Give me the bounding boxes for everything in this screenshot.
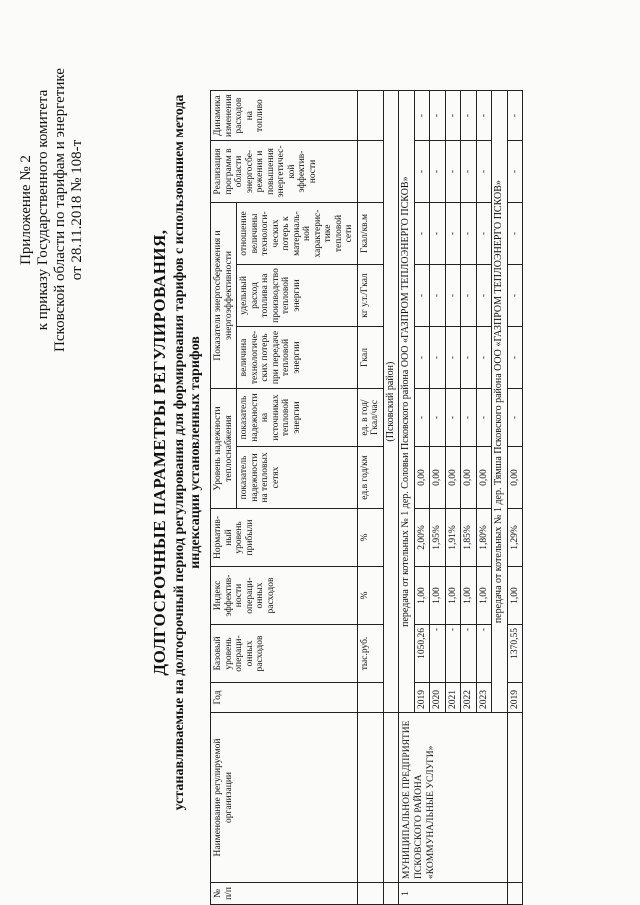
table-cell: -: [430, 389, 446, 447]
table-cell: -: [476, 625, 492, 683]
table-cell: 2019: [414, 683, 430, 713]
section-1-label: передача от котельных № 1 дер. Соловьи Псковского района ООО «ГАЗПРОМ ТЕПЛОЭНЕРГО ПСКОВ»: [399, 91, 415, 713]
table-cell: 1,00: [430, 567, 446, 625]
unit-ratio: Гкал/кв.м: [357, 203, 383, 265]
table-cell: 1,00: [414, 567, 430, 625]
table-cell: -: [476, 389, 492, 447]
row-number: 1: [399, 883, 508, 905]
table-cell: 0,00: [414, 447, 430, 509]
table-cell: 2019: [507, 683, 523, 713]
table-cell: 2022: [461, 683, 477, 713]
table-cell: 1,95%: [430, 509, 446, 567]
table-cell: -: [476, 203, 492, 265]
unit-index: %: [357, 567, 383, 625]
col-loss: величина технологиче-ских потерь при передаче тепловой энергии: [237, 327, 358, 389]
table-cell: 1,00: [476, 567, 492, 625]
table-cell: -: [414, 327, 430, 389]
table-cell: 1,91%: [445, 509, 461, 567]
unit-loss: Гкал: [357, 327, 383, 389]
col-rel-sources: показатель надежности на источниках тепловой энергии: [237, 389, 358, 447]
parameters-table: [210, 90, 523, 905]
table-cell: -: [476, 265, 492, 327]
table-cell: 0,00: [461, 447, 477, 509]
table-cell: -: [445, 91, 461, 141]
doc-title: ДОЛГОСРОЧНЫЕ ПАРАМЕТРЫ РЕГУЛИРОВАНИЯ,: [150, 229, 169, 676]
doc-subtitle-1: устанавливаемые на долгосрочный период регулирования для формирования тарифов с использованием метода: [172, 94, 187, 811]
table-cell: -: [461, 203, 477, 265]
table-cell: -: [414, 265, 430, 327]
section-row-1: [399, 91, 415, 905]
col-org: Наименование регулируемой организации: [211, 713, 358, 883]
unit-fuel: кг у.т./Гкал: [357, 265, 383, 327]
table-cell: 2020: [430, 683, 446, 713]
table-cell: 1,00: [507, 567, 523, 625]
header-row-1: [211, 91, 237, 905]
col-year: Год: [211, 683, 358, 713]
table-cell: -: [445, 625, 461, 683]
table-cell: 0,00: [430, 447, 446, 509]
table-cell: -: [507, 389, 523, 447]
table-cell: -: [461, 265, 477, 327]
appendix-line-3: от 28.11.2018 № 108-т: [69, 139, 85, 281]
table-cell: 1,29%: [507, 509, 523, 567]
table-cell: -: [414, 389, 430, 447]
table-cell: -: [507, 91, 523, 141]
unit-base: тыс.руб.: [357, 625, 383, 683]
section-2-label: передача от котельных № 1 дер. Тямша Псковского района ООО «ГАЗПРОМ ТЕПЛОЭНЕРГО ПСКОВ»: [492, 91, 508, 713]
table-cell: -: [430, 265, 446, 327]
col-dynamics: Динамика изменения расходов на топливо: [211, 91, 358, 141]
unit-norm: %: [357, 509, 383, 567]
table-cell: -: [445, 389, 461, 447]
col-index: Индекс эффектив-ности операци-онных расходов: [211, 567, 358, 625]
table-cell: -: [430, 141, 446, 203]
table-cell: -: [445, 141, 461, 203]
table-cell: 0,00: [507, 447, 523, 509]
table-cell: 1050,26: [414, 625, 430, 683]
col-fuel: удельный расход топлива на производство тепловой энергии: [237, 265, 358, 327]
table-cell: -: [445, 203, 461, 265]
table-cell: -: [414, 91, 430, 141]
col-norm: Норматив-ный уровень прибыли: [211, 509, 358, 567]
table-cell: -: [461, 327, 477, 389]
table-cell: -: [430, 327, 446, 389]
table-cell: -: [476, 91, 492, 141]
table-cell: 2021: [445, 683, 461, 713]
table-cell: -: [476, 141, 492, 203]
table-cell: -: [430, 91, 446, 141]
table-cell: -: [430, 203, 446, 265]
appendix-line-1: к приказу Государственного комитета: [35, 89, 51, 331]
organization-name: МУНИЦИПАЛЬНОЕ ПРЕДПРИЯТИЕ ПСКОВСКОГО РАЙОНА «КОММУНАЛЬНЫЕ УСЛУГИ»: [399, 713, 508, 883]
col-rel-networks: показатель надежности на тепловых сетях: [237, 447, 358, 509]
table-cell: -: [461, 389, 477, 447]
table-cell: 2,00%: [414, 509, 430, 567]
table-cell: -: [476, 327, 492, 389]
table-cell: 1370,55: [507, 625, 523, 683]
appendix-header: [18, 40, 86, 380]
table-cell: 1,85%: [461, 509, 477, 567]
table-cell: -: [507, 265, 523, 327]
table-cell: 1,80%: [476, 509, 492, 567]
table-cell: -: [414, 141, 430, 203]
table-cell: 1,00: [461, 567, 477, 625]
col-ratio: отношение величины технологи-ческих потерь к материаль-ной характерис-тике тепловой сети: [237, 203, 358, 265]
table-cell: -: [461, 141, 477, 203]
table-cell: 1,00: [445, 567, 461, 625]
table-cell: 0,00: [445, 447, 461, 509]
table-cell: 0,00: [476, 447, 492, 509]
unit-rel-networks: ед.в год/км: [357, 447, 383, 509]
table-cell: 2023: [476, 683, 492, 713]
table-cell: -: [445, 327, 461, 389]
units-row: [357, 91, 383, 905]
table-cell: -: [461, 625, 477, 683]
table-cell: -: [430, 625, 446, 683]
table-row: [507, 91, 523, 905]
col-energy: Показатели энергосбережения и энергоэффективности: [211, 203, 237, 389]
col-num: № п/п: [211, 883, 358, 905]
appendix-number: Приложение № 2: [18, 155, 34, 265]
table-cell: -: [507, 203, 523, 265]
region-label: (Псковский район): [383, 91, 399, 713]
unit-rel-sources: ед. в год/Гкал/час: [357, 389, 383, 447]
table-cell: -: [461, 91, 477, 141]
table-cell: -: [507, 327, 523, 389]
region-row: [383, 91, 399, 905]
doc-subtitle-2: индексации установленных тарифов: [188, 336, 203, 569]
table-cell: -: [414, 203, 430, 265]
col-base: Базовый уровень операци-онных расходов: [211, 625, 358, 683]
appendix-line-2: Псковской области по тарифам и энергетике: [52, 68, 68, 352]
col-reliability: Уровень надежности теплоснабжения: [211, 389, 237, 509]
col-programs: Реализация программ в области энергосбе-режения и повышения энергетичес-кой эффектив-ности: [211, 141, 358, 203]
table-cell: -: [507, 141, 523, 203]
table-cell: -: [445, 265, 461, 327]
